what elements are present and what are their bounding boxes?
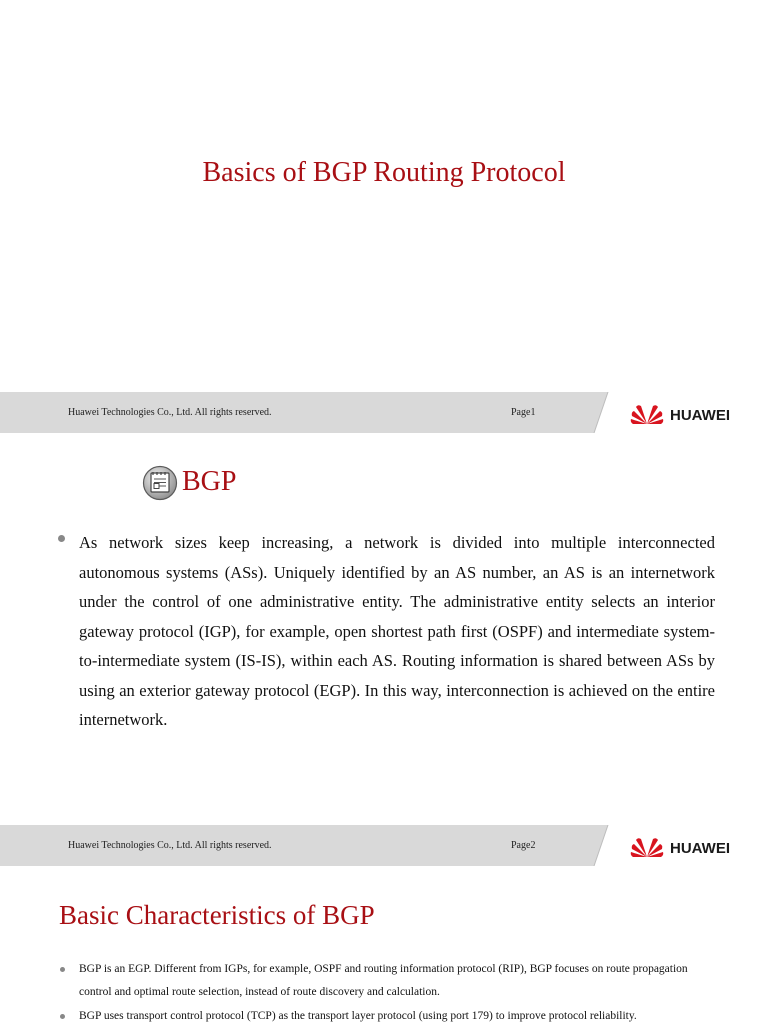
footer-copyright: Huawei Technologies Co., Ltd. All rights reserved. [68, 840, 272, 851]
huawei-petal-logo-icon [631, 405, 664, 424]
footer-page-number: Page1 [511, 407, 536, 418]
svg-text:HUAWEI: HUAWEI [670, 840, 730, 857]
huawei-logo [630, 836, 748, 858]
slide-heading: BGP [182, 466, 237, 497]
slide-footer [0, 392, 768, 433]
bullet-marker [60, 1014, 65, 1019]
huawei-petal-logo-icon [631, 838, 664, 857]
slide-2 [0, 433, 768, 825]
bullet-text: As network sizes keep increasing, a network is divided into multiple interconnected autonomous systems (ASs). Uniquely identified by an AS number, an AS is an internetwork under the control of one administrative entity. The administrative entity selects an interior gateway protocol (IGP), for example, open shortest path first (OSPF) and intermediate system-to-intermediate system (IS-IS), within each AS. Routing information is shared between ASs by using an exterior gateway protocol (EGP). In this way, interconnection is achieved on the entire internetwork. [79, 533, 715, 729]
footer-page-number: Page2 [511, 840, 536, 851]
footer-copyright: Huawei Technologies Co., Ltd. All rights reserved. [68, 407, 272, 418]
slide-3 [0, 866, 768, 1024]
notepad-icon [142, 465, 178, 501]
slide-heading: Basic Characteristics of BGP [59, 900, 375, 930]
slide-title: Basics of BGP Routing Protocol [202, 157, 566, 188]
svg-text:HUAWEI: HUAWEI [670, 407, 730, 424]
bullet-marker [60, 967, 65, 972]
bullet-marker [58, 535, 65, 542]
bullet-text: BGP is an EGP. Different from IGPs, for example, OSPF and routing information protocol (RIP), BGP focuses on route propagation control and optimal route selection, instead of route discovery and calculation. [79, 963, 688, 998]
slide-footer [0, 825, 768, 866]
bullet-text: BGP uses transport control protocol (TCP) as the transport layer protocol (using port 179) to improve protocol reliability. [79, 1010, 637, 1022]
slide-1 [0, 0, 768, 392]
huawei-logo [630, 403, 748, 425]
